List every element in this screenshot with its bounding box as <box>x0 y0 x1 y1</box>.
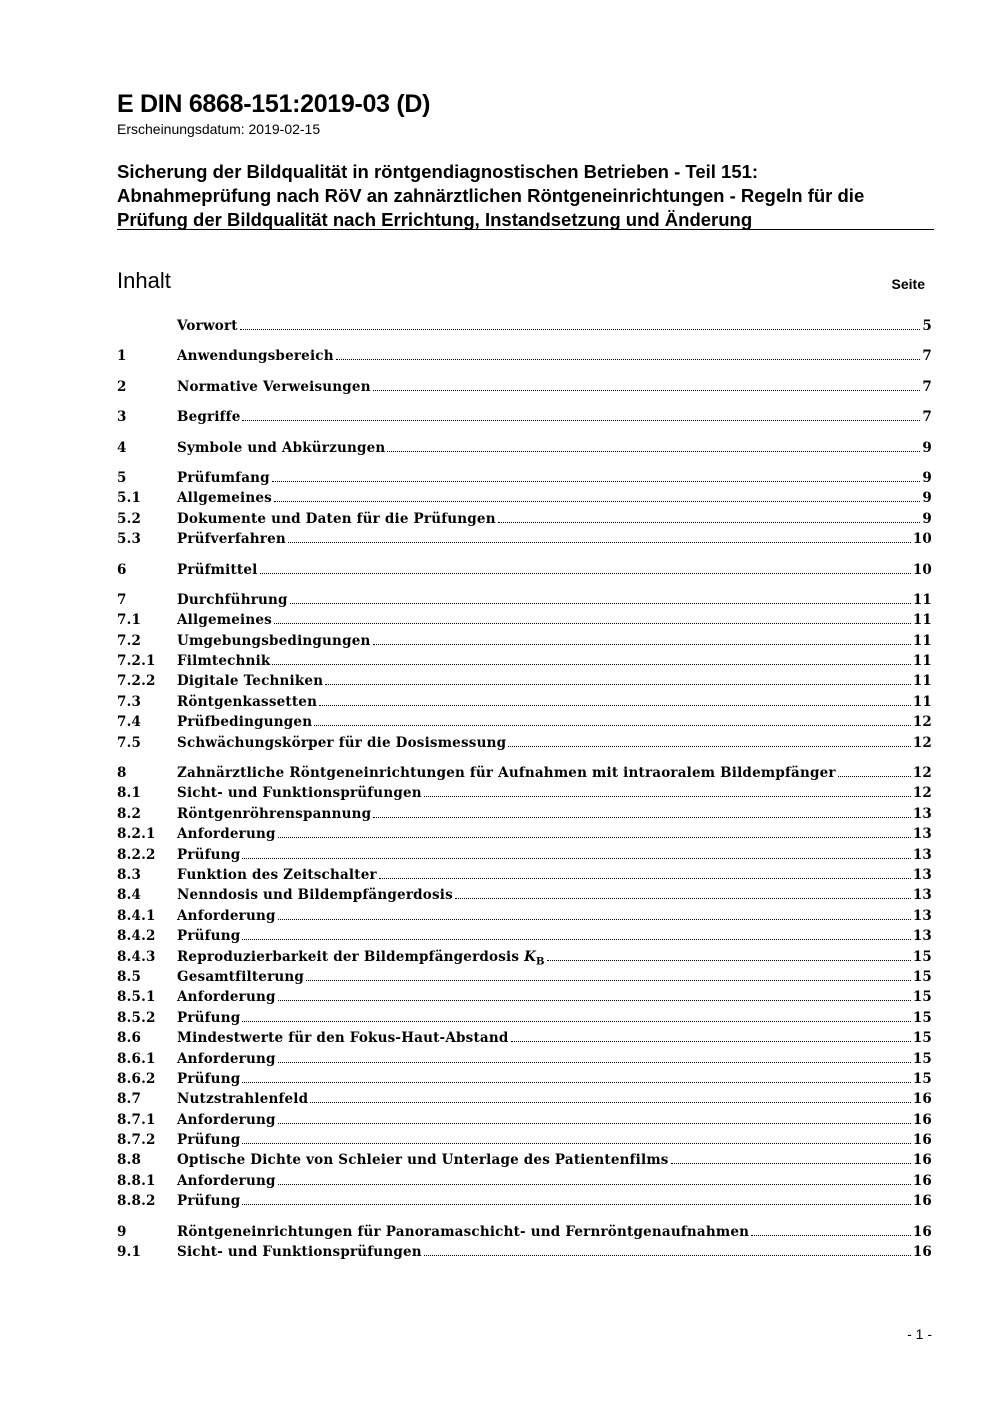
toc-entry-title <box>177 316 240 336</box>
toc-entry-page: 15 <box>912 989 932 1006</box>
toc-entry-number: 9 <box>117 1223 127 1240</box>
toc-dot-leader <box>272 664 910 665</box>
toc-entry-page: 7 <box>922 409 932 426</box>
toc-entry[interactable] <box>117 377 932 397</box>
toc-entry-page: 15 <box>912 1030 932 1047</box>
toc-entry-page: 10 <box>912 531 932 548</box>
toc-dot-leader <box>288 542 911 543</box>
toc-dot-leader <box>310 1102 911 1103</box>
toc-entry-page: 5 <box>922 318 932 334</box>
toc-entry[interactable] <box>117 346 932 366</box>
toc-dot-leader <box>278 837 911 838</box>
toc-entry-page: 16 <box>912 1091 932 1108</box>
toc-entry-title-text: Nutzstrahlenfeld <box>177 1091 309 1108</box>
toc-dot-leader <box>278 919 911 920</box>
toc-entry[interactable] <box>117 1110 932 1130</box>
toc-entry-page: 12 <box>912 765 932 782</box>
toc-entry-title-text: Sicht- und Funktionsprüfungen <box>177 1244 422 1261</box>
toc-entry[interactable] <box>117 509 932 529</box>
toc-dot-leader <box>671 1163 911 1164</box>
toc-entry[interactable] <box>117 865 932 885</box>
toc-entry-number: 8.5 <box>117 968 142 985</box>
toc-entry-number: 9.1 <box>117 1244 142 1261</box>
toc-entry[interactable] <box>117 560 932 580</box>
toc-entry-page: 9 <box>922 490 932 507</box>
toc-entry-number: 8.7 <box>117 1091 142 1108</box>
toc-entry-page: 12 <box>912 714 932 731</box>
toc-entry-number: 7.3 <box>117 693 142 710</box>
toc-entry-title-text: Allgemeines <box>177 612 272 629</box>
toc-entry-title-text: Digitale Techniken <box>177 673 324 690</box>
toc-entry-title <box>177 631 373 651</box>
toc-entry-page: 15 <box>912 968 932 985</box>
toc-entry-title <box>177 845 242 865</box>
toc-entry-number: 6 <box>117 561 127 578</box>
title-line: Prüfung der Bildqualität nach Errichtung, Instandsetzung und Änderung <box>117 209 753 230</box>
toc-entry-page: 11 <box>912 632 932 649</box>
toc-entry-title <box>177 1049 278 1069</box>
toc-entry-number: 8.7.2 <box>117 1132 156 1149</box>
toc-entry[interactable] <box>117 438 932 458</box>
toc-dot-leader <box>306 980 911 981</box>
toc-entry[interactable] <box>117 1191 932 1211</box>
toc-entry-title <box>177 763 838 783</box>
toc-dot-leader <box>242 1021 910 1022</box>
toc-dot-leader <box>508 746 911 747</box>
toc-entry[interactable] <box>117 407 932 427</box>
toc-dot-leader <box>242 1082 910 1083</box>
table-of-contents <box>117 316 932 1262</box>
toc-entry-number: 8 <box>117 765 127 782</box>
toc-entry-title <box>177 824 278 844</box>
toc-entry-title-text: Schwächungskörper für die Dosismessung <box>177 734 507 751</box>
toc-entry-page: 13 <box>912 805 932 822</box>
toc-entry-title <box>177 1028 511 1048</box>
toc-entry[interactable] <box>117 468 932 488</box>
toc-entry[interactable] <box>117 885 932 905</box>
toc-entry-page: 15 <box>912 1050 932 1067</box>
toc-entry-title <box>177 783 424 803</box>
title-line: Sicherung der Bildqualität in röntgendiagnostischen Betrieben - Teil 151: <box>117 161 759 182</box>
toc-dot-leader <box>838 776 911 777</box>
toc-entry-title <box>177 733 508 753</box>
toc-entry[interactable] <box>117 947 932 967</box>
toc-entry-page: 16 <box>912 1223 932 1240</box>
toc-entry[interactable] <box>117 529 932 549</box>
toc-dot-leader <box>290 603 911 604</box>
toc-entry-title <box>177 967 306 987</box>
toc-entry-number: 8.5.2 <box>117 1009 156 1026</box>
toc-dot-leader <box>325 684 911 685</box>
toc-entry-title-text: Prüfverfahren <box>177 531 286 548</box>
toc-entry-title-text: Anforderung <box>177 826 276 843</box>
toc-entry-title-text: Prüfumfang <box>177 469 270 486</box>
toc-entry-title <box>177 438 387 458</box>
toc-entry-title <box>177 1191 242 1211</box>
toc-entry[interactable] <box>117 1242 932 1262</box>
toc-entry[interactable] <box>117 804 932 824</box>
toc-entry-title <box>177 590 290 610</box>
toc-entry-page: 11 <box>912 591 932 608</box>
toc-entry-title-text: Sicht- und Funktionsprüfungen <box>177 785 422 802</box>
toc-entry-title-text: Gesamtfilterung <box>177 968 305 985</box>
toc-entry-title-text: Umgebungsbedingungen <box>177 632 371 649</box>
toc-entry-title <box>177 1222 751 1242</box>
toc-dot-leader <box>751 1235 911 1236</box>
toc-dot-leader <box>455 898 911 899</box>
toc-dot-leader <box>242 858 910 859</box>
toc-entry-title <box>177 1089 310 1109</box>
toc-dot-leader <box>278 1184 911 1185</box>
toc-entry-title-text: Röntgenröhrenspannung <box>177 805 372 822</box>
toc-entry[interactable] <box>117 1049 932 1069</box>
toc-entry-page: 11 <box>912 673 932 690</box>
toc-entry[interactable] <box>117 631 932 651</box>
toc-entry[interactable] <box>117 987 932 1007</box>
toc-heading: Inhalt <box>117 268 171 293</box>
toc-entry[interactable] <box>117 1171 932 1191</box>
toc-dot-leader <box>260 573 911 574</box>
toc-entry-title-text: Anforderung <box>177 907 276 924</box>
toc-entry-number: 5.1 <box>117 490 142 507</box>
toc-entry-title-text: Prüfung <box>177 846 241 863</box>
toc-dot-leader <box>498 522 921 523</box>
toc-entry-number: 7.1 <box>117 612 142 629</box>
toc-entry-title <box>177 509 498 529</box>
toc-entry-title-text: Röntgenkassetten <box>177 693 318 710</box>
toc-entry-number: 8.2 <box>117 805 142 822</box>
toc-dot-leader <box>424 796 911 797</box>
toc-entry-title <box>177 906 278 926</box>
toc-entry-number: 7.4 <box>117 714 142 731</box>
toc-entry-title-text: Anforderung <box>177 989 276 1006</box>
toc-entry-title-text: Prüfung <box>177 1070 241 1087</box>
toc-entry-title-text: Optische Dichte von Schleier und Unterlage des Patientenfilms <box>177 1152 669 1169</box>
toc-entry-page: 9 <box>922 439 932 456</box>
toc-entry-number: 8.6.1 <box>117 1050 156 1067</box>
title-rule <box>117 229 934 230</box>
toc-entry-number: 8.8.2 <box>117 1193 156 1210</box>
toc-dot-leader <box>373 817 911 818</box>
toc-entry-title <box>177 804 373 824</box>
toc-entry-title <box>177 407 242 427</box>
toc-entry-title <box>177 926 242 946</box>
toc-dot-leader <box>314 725 911 726</box>
toc-entry[interactable] <box>117 610 932 630</box>
toc-entry[interactable] <box>117 1089 932 1109</box>
toc-entry-title-text: Prüfung <box>177 928 241 945</box>
document-id: E DIN 6868-151:2019-03 (D) <box>117 90 431 118</box>
toc-entry[interactable] <box>117 1130 932 1150</box>
toc-entry-title <box>177 865 379 885</box>
toc-entry-title <box>177 1130 242 1150</box>
toc-entry[interactable] <box>117 1069 932 1089</box>
toc-entry-title <box>177 651 272 671</box>
toc-entry-symbol: K <box>524 948 537 965</box>
toc-entry-title-text: Anforderung <box>177 1172 276 1189</box>
toc-entry-title <box>177 1008 242 1028</box>
toc-entry-number: 8.8 <box>117 1152 142 1169</box>
toc-entry-title-text: Prüfung <box>177 1009 241 1026</box>
toc-entry-title-text: Begriffe <box>177 409 241 426</box>
toc-entry-title-text: Symbole und Abkürzungen <box>177 439 386 456</box>
toc-entry-page: 10 <box>912 561 932 578</box>
toc-entry-page: 7 <box>922 378 932 395</box>
document-title <box>117 160 935 232</box>
toc-entry-title <box>177 1171 278 1191</box>
toc-entry-title-text: Normative Verweisungen <box>177 378 371 395</box>
toc-entry-number: 4 <box>117 439 127 456</box>
toc-entry-number: 8.8.1 <box>117 1172 156 1189</box>
toc-entry-page: 13 <box>912 928 932 945</box>
toc-entry[interactable] <box>117 1222 932 1242</box>
toc-entry-page: 16 <box>912 1244 932 1261</box>
toc-entry-title <box>177 1242 424 1262</box>
toc-entry-number: 8.5.1 <box>117 989 156 1006</box>
toc-dot-leader <box>274 623 911 624</box>
toc-entry-number: 8.7.1 <box>117 1111 156 1128</box>
toc-entry-number: 7 <box>117 591 127 608</box>
toc-entry-number: 8.4 <box>117 887 142 904</box>
toc-entry[interactable] <box>117 1150 932 1170</box>
toc-entry-page: 9 <box>922 510 932 527</box>
toc-entry-page: 13 <box>912 907 932 924</box>
toc-entry-number: 8.4.3 <box>117 948 156 965</box>
toc-dot-leader <box>240 329 921 330</box>
page-number: - 1 - <box>907 1326 932 1342</box>
toc-entry[interactable] <box>117 1028 932 1048</box>
toc-entry-number: 7.2 <box>117 632 142 649</box>
toc-dot-leader <box>511 1041 911 1042</box>
publication-date: Erscheinungsdatum: 2019-02-15 <box>117 121 321 137</box>
toc-entry-number: 7.2.1 <box>117 653 156 670</box>
toc-entry-title-text: Zahnärztliche Röntgeneinrichtungen für Aufnahmen mit intraoralem Bildempfänger <box>177 765 836 782</box>
toc-entry-number: 2 <box>117 378 127 395</box>
toc-entry-title-text: Nenndosis und Bildempfängerdosis <box>177 887 453 904</box>
toc-entry-title-text: Anforderung <box>177 1111 276 1128</box>
toc-entry-title-text: Durchführung <box>177 591 288 608</box>
toc-entry[interactable] <box>117 906 932 926</box>
toc-dot-leader <box>424 1255 911 1256</box>
toc-entry-title <box>177 529 288 549</box>
toc-entry-title-text: Röntgeneinrichtungen für Panoramaschicht- und Fernröntgenaufnahmen <box>177 1223 750 1240</box>
toc-entry-title-text: Dokumente und Daten für die Prüfungen <box>177 510 496 527</box>
toc-entry-title-text: Anforderung <box>177 1050 276 1067</box>
toc-entry[interactable] <box>117 692 932 712</box>
toc-entry-page: 12 <box>912 734 932 751</box>
toc-entry-title <box>177 560 260 580</box>
toc-entry-number: 1 <box>117 348 127 365</box>
toc-entry[interactable] <box>117 824 932 844</box>
toc-entry-number: 3 <box>117 409 127 426</box>
toc-entry-number: 8.2.1 <box>117 826 156 843</box>
toc-dot-leader <box>373 390 921 391</box>
toc-entry[interactable] <box>117 763 932 783</box>
toc-entry-title <box>177 377 373 397</box>
toc-entry[interactable] <box>117 316 932 336</box>
toc-entry-page: 11 <box>912 612 932 629</box>
toc-dot-leader <box>278 1062 911 1063</box>
toc-entry-page: 11 <box>912 693 932 710</box>
toc-dot-leader <box>242 420 920 421</box>
toc-entry-page: 12 <box>912 785 932 802</box>
toc-entry-title <box>177 468 272 488</box>
toc-entry-title-text: Mindestwerte für den Fokus-Haut-Abstand <box>177 1030 509 1047</box>
toc-entry-title-text: Reproduzierbarkeit der Bildempfängerdosis <box>177 948 520 965</box>
toc-entry[interactable] <box>117 783 932 803</box>
toc-entry-title-text: Prüfung <box>177 1193 241 1210</box>
toc-entry-page: 16 <box>912 1111 932 1128</box>
toc-dot-leader <box>319 705 911 706</box>
toc-entry-title <box>177 671 325 691</box>
toc-entry[interactable] <box>117 590 932 610</box>
toc-entry-title <box>177 1150 671 1170</box>
toc-entry-page: 16 <box>912 1193 932 1210</box>
toc-entry[interactable] <box>117 733 932 753</box>
toc-entry-title-text: Prüfmittel <box>177 561 258 578</box>
toc-dot-leader <box>373 644 911 645</box>
toc-entry-number: 8.2.2 <box>117 846 156 863</box>
toc-entry-title-text: Allgemeines <box>177 490 272 507</box>
toc-entry-title-text: Funktion des Zeitschalter <box>177 866 377 883</box>
toc-entry-page: 9 <box>922 469 932 486</box>
toc-entry-page: 16 <box>912 1152 932 1169</box>
toc-entry-number: 8.4.2 <box>117 928 156 945</box>
toc-entry-page: 13 <box>912 846 932 863</box>
toc-entry-page: 13 <box>912 826 932 843</box>
toc-dot-leader <box>242 939 910 940</box>
toc-entry-symbol-subscript: B <box>536 956 545 968</box>
toc-entry-number: 7.2.2 <box>117 673 156 690</box>
toc-entry[interactable] <box>117 845 932 865</box>
toc-dot-leader <box>242 1143 910 1144</box>
toc-entry-title-text: Prüfbedingungen <box>177 714 313 731</box>
toc-dot-leader <box>242 1204 910 1205</box>
toc-entry-page: 15 <box>912 1070 932 1087</box>
toc-entry[interactable] <box>117 651 932 671</box>
toc-entry-title-text: Anwendungsbereich <box>177 348 334 365</box>
toc-dot-leader <box>379 878 911 879</box>
toc-dot-leader <box>547 960 911 961</box>
toc-entry-title-text: Prüfung <box>177 1132 241 1149</box>
toc-entry-title <box>177 885 455 905</box>
toc-entry-number: 8.4.1 <box>117 907 156 924</box>
toc-entry-title <box>177 610 274 630</box>
toc-entry-title <box>177 488 274 508</box>
toc-entry-page: 13 <box>912 866 932 883</box>
toc-dot-leader <box>278 1123 911 1124</box>
page-column-label: Seite <box>891 276 925 292</box>
toc-entry-number: 8.1 <box>117 785 142 802</box>
toc-entry[interactable] <box>117 1008 932 1028</box>
toc-entry[interactable] <box>117 488 932 508</box>
toc-entry-number: 8.6 <box>117 1030 142 1047</box>
toc-entry-title <box>177 712 314 732</box>
toc-dot-leader <box>336 359 921 360</box>
toc-entry-number: 5.3 <box>117 531 142 548</box>
toc-entry-title <box>177 1110 278 1130</box>
toc-dot-leader <box>387 451 920 452</box>
toc-entry-page: 16 <box>912 1132 932 1149</box>
toc-entry-number: 7.5 <box>117 734 142 751</box>
title-line: Abnahmeprüfung nach RöV an zahnärztlichen Röntgeneinrichtungen - Regeln für die <box>117 185 865 206</box>
toc-entry-page: 7 <box>922 348 932 365</box>
toc-entry-page: 11 <box>912 653 932 670</box>
toc-entry-title <box>177 692 319 712</box>
toc-entry-number: 5 <box>117 469 127 486</box>
toc-entry-title <box>177 346 336 366</box>
toc-entry-title-text: Filmtechnik <box>177 653 271 670</box>
toc-entry-title <box>177 1069 242 1089</box>
toc-entry-number: 8.3 <box>117 866 142 883</box>
toc-entry-page: 13 <box>912 887 932 904</box>
toc-dot-leader <box>278 1000 911 1001</box>
toc-entry-title <box>177 987 278 1007</box>
toc-dot-leader <box>272 481 921 482</box>
toc-entry-page: 15 <box>912 1009 932 1026</box>
toc-entry-page: 16 <box>912 1172 932 1189</box>
toc-dot-leader <box>274 501 920 502</box>
toc-entry-number: 8.6.2 <box>117 1070 156 1087</box>
toc-entry-number: 5.2 <box>117 510 142 527</box>
toc-entry[interactable] <box>117 926 932 946</box>
toc-entry-title-text: Vorwort <box>177 318 238 334</box>
toc-entry[interactable] <box>117 671 932 691</box>
toc-entry[interactable] <box>117 712 932 732</box>
toc-entry-page: 15 <box>912 948 932 965</box>
